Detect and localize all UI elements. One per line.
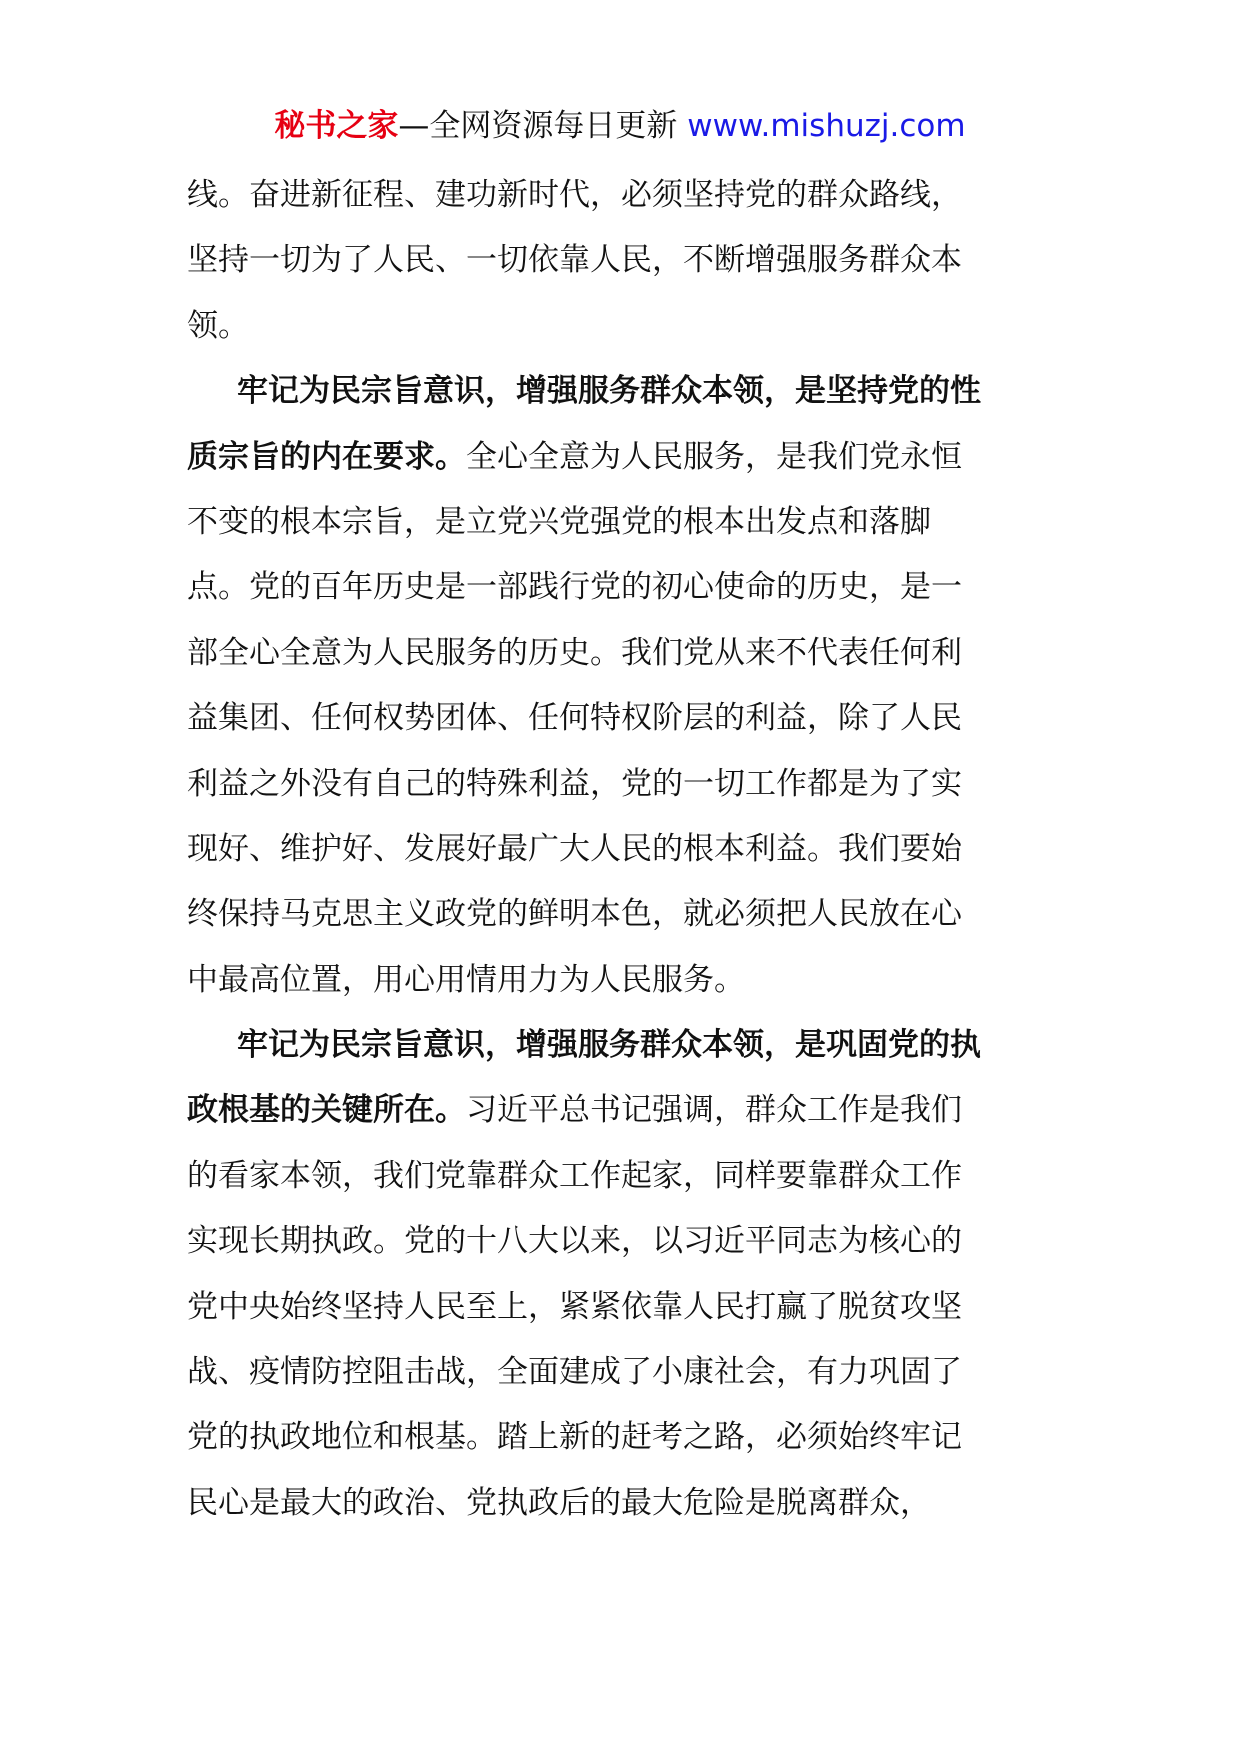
- paragraph-2: [187, 359, 1047, 1013]
- paragraph-3: [187, 1013, 1047, 1536]
- text-line: 的看家本领，我们党靠群众工作起家，同样要靠群众工作: [187, 1157, 962, 1194]
- text-line: 领。: [187, 307, 249, 344]
- text-run: 习近平总书记强调，群众工作是我们: [466, 1092, 962, 1129]
- text-line: 不变的根本宗旨，是立党兴党强党的根本出发点和落脚: [187, 503, 931, 540]
- text-line: 党的执政地位和根基。踏上新的赶考之路，必须始终牢记: [187, 1419, 962, 1456]
- text-run: 全心全意为人民服务，是我们党永恒: [466, 438, 962, 475]
- text-line: 益集团、任何权势团体、任何特权阶层的利益，除了人民: [187, 700, 962, 737]
- page-header: [0, 104, 1240, 148]
- text-line: 坚持一切为了人民、一切依靠人民，不断增强服务群众本: [187, 242, 962, 279]
- paragraph-heading-line: 牢记为民宗旨意识，增强服务群众本领，是巩固党的执: [237, 1027, 981, 1064]
- text-line: 线。奋进新征程、建功新时代，必须坚持党的群众路线，: [187, 177, 962, 213]
- text-line: [187, 425, 1047, 490]
- paragraph-heading-end: 质宗旨的内在要求。: [187, 438, 466, 475]
- text-line: 利益之外没有自己的特殊利益，党的一切工作都是为了实: [187, 765, 962, 802]
- text-line: 战、疫情防控阻击战，全面建成了小康社会，有力巩固了: [187, 1354, 962, 1391]
- text-line: 现好、维护好、发展好最广大人民的根本利益。我们要始: [187, 830, 962, 867]
- paragraph-1: [187, 163, 1047, 359]
- text-line: 终保持马克思主义政党的鲜明本色，就必须把人民放在心: [187, 896, 962, 933]
- paragraph-heading-line: 牢记为民宗旨意识，增强服务群众本领，是坚持党的性: [237, 373, 981, 410]
- header-tagline: —全网资源每日更新: [398, 108, 678, 144]
- document-body: [187, 163, 1047, 1536]
- text-line: 民心是最大的政治、党执政后的最大危险是脱离群众，: [187, 1484, 931, 1521]
- header-brand: 秘书之家: [274, 108, 399, 144]
- text-line: 部全心全意为人民服务的历史。我们党从来不代表任何利: [187, 634, 962, 671]
- text-line: 点。党的百年历史是一部践行党的初心使命的历史，是一: [187, 569, 962, 606]
- text-line: [187, 1078, 1047, 1143]
- text-line: 实现长期执政。党的十八大以来，以习近平同志为核心的: [187, 1223, 962, 1260]
- text-line: 党中央始终坚持人民至上，紧紧依靠人民打赢了脱贫攻坚: [187, 1288, 962, 1325]
- header-url-link[interactable]: www.mishuzj.com: [687, 108, 966, 144]
- paragraph-heading-end: 政根基的关键所在。: [187, 1092, 466, 1129]
- text-line: 中最高位置，用心用情用力为人民服务。: [187, 961, 745, 998]
